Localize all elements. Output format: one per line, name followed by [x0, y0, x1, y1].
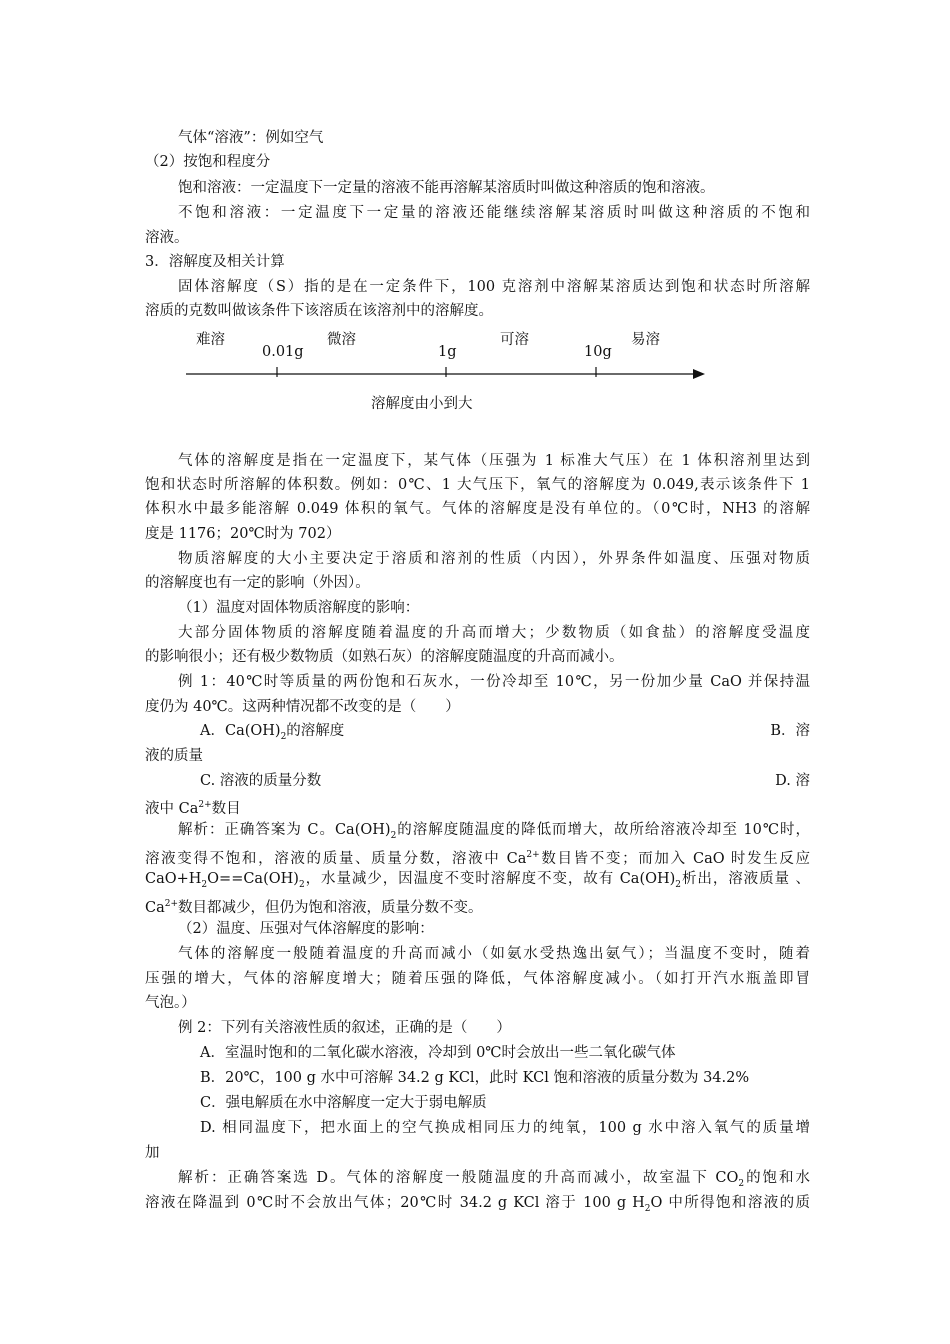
option-line: A．室温时饱和的二氧化碳水溶液，冷却到 0℃时会放出一些二氧化碳气体 — [200, 1045, 676, 1061]
text-line: 液中 $Ca^{2+}$数目 — [145, 800, 241, 817]
text-line: 例 2：下列有关溶液性质的叙述，正确的是（ ） — [178, 1020, 511, 1036]
text-line: 溶液变得不饱和，溶液的质量、质量分数，溶液中 $Ca^{2+}$数目皆不变；而加入 CaO 时发生反应 — [145, 850, 810, 867]
text-line: 度仍为 40℃。这两种情况都不改变的是（ ） — [145, 699, 460, 715]
text-line: 不饱和溶液：一定温度下一定量的溶液还能继续溶解某溶质时叫做这种溶质的不饱和 — [178, 205, 810, 221]
scale-category-label: 微溶 — [327, 332, 356, 348]
text-line: 物质溶解度的大小主要决定于溶质和溶剂的性质（内因），外界条件如温度、压强对物质 — [178, 551, 810, 567]
text-line: 加 — [145, 1145, 160, 1161]
scale-tick-label: 10g — [584, 344, 612, 360]
text-line: 气体的溶解度是指在一定温度下，某气体（压强为 1 标准大气压）在 1 体积溶剂里达到 — [178, 453, 810, 469]
text-line: 固体溶解度（S）指的是在一定条件下，100 克溶剂中溶解某溶质达到饱和状态时所溶解 — [178, 279, 810, 295]
option-line: B．20℃，100 g 水中可溶解 34.2 g KCl，此时 KCl 饱和溶液的质量分数为 34.2% — [200, 1070, 750, 1086]
text-line: 饱和溶液：一定温度下一定量的溶液不能再溶解某溶质时叫做这种溶质的饱和溶液。 — [178, 180, 715, 196]
option-line: B．溶 — [770, 723, 810, 739]
text-line: 压强的增大，气体的溶解度增大；随着压强的降低，气体溶解度减小。（如打开汽水瓶盖即冒 — [145, 971, 810, 987]
text-line: 溶液在降温到 0℃时不会放出气体；20℃时 34.2 g KCl 溶于 100 g $H_2O$ 中所得饱和溶液的质 — [145, 1195, 810, 1214]
text-line: 的影响很小；还有极少数物质（如熟石灰）的溶解度随温度的升高而减小。 — [145, 649, 624, 665]
axis-arrow-icon — [693, 369, 705, 379]
scale-category-label: 难溶 — [196, 332, 225, 348]
text-line: 气体“溶液”：例如空气 — [178, 130, 324, 146]
text-line: 度是 1176；20℃时为 702） — [145, 526, 341, 542]
text-line: （1）温度对固体物质溶解度的影响： — [178, 600, 420, 616]
scale-tick-label: 0.01g — [262, 344, 304, 360]
text-line: 大部分固体物质的溶解度随着温度的升高而增大；少数物质（如食盐）的溶解度受温度 — [178, 625, 810, 641]
option-line: D. 相同温度下，把水面上的空气换成相同压力的纯氧，100 g 水中溶入氧气的质量增 — [200, 1120, 810, 1136]
text-line: 解析：正确答案选 D。气体的溶解度一般随温度的升高而减小，故室温下 $CO_2$的饱和水 — [178, 1170, 810, 1189]
text-line: 气泡。） — [145, 995, 196, 1011]
scale-category-label: 易溶 — [631, 332, 660, 348]
text-line: 的溶解度也有一定的影响（外因）。 — [145, 575, 370, 591]
text-line: 饱和状态时所溶解的体积数。例如：0℃、1 大气压下，氧气的溶解度为 0.049,表示该条件下 1 — [145, 477, 810, 493]
text-line: 解析：正确答案为 C。$Ca(OH)_2$的溶解度随温度的降低而增大，故所给溶液冷却至 10℃时， — [178, 822, 810, 841]
text-line: 气体的溶解度一般随着温度的升高而减小（如氨水受热逸出氨气）；当温度不变时，随着 — [178, 946, 810, 962]
text-line: 体积水中最多能溶解 0.049 体积的氧气。气体的溶解度是没有单位的。（0℃时，NH3 的溶解 — [145, 501, 810, 517]
option-line: C. 溶液的质量分数 — [200, 773, 322, 789]
text-line: （2）温度、压强对气体溶解度的影响： — [178, 921, 434, 937]
text-line: 例 1：40℃时等质量的两份饱和石灰水，一份冷却至 10℃，另一份加少量 CaO 并保持温 — [178, 674, 810, 690]
section-heading: 3．溶解度及相关计算 — [145, 254, 285, 270]
text-line: 液的质量 — [145, 748, 203, 764]
text-line: $CaO+H_2O==Ca(OH)_2$，水量减少，因温度不变时溶解度不变，故有 $Ca(OH)_2$析出，溶液质量 、 — [145, 871, 810, 890]
option-line: D. 溶 — [775, 773, 810, 789]
text-line: 溶质的克数叫做该条件下该溶质在该溶剂中的溶解度。 — [145, 303, 493, 319]
scale-caption: 溶解度由小到大 — [371, 396, 473, 412]
scale-axis — [180, 360, 710, 384]
text-line: （2）按饱和程度分 — [145, 154, 271, 170]
scale-tick-label: 1g — [438, 344, 457, 360]
option-line: C．强电解质在水中溶解度一定大于弱电解质 — [200, 1095, 487, 1111]
text-line: $Ca^{2+}$数目都减少，但仍为饱和溶液，质量分数不变。 — [145, 899, 483, 916]
scale-category-label: 可溶 — [500, 332, 529, 348]
text-line: 溶液。 — [145, 230, 189, 246]
option-line: A．$Ca(OH)_2$的溶解度 — [200, 723, 345, 742]
